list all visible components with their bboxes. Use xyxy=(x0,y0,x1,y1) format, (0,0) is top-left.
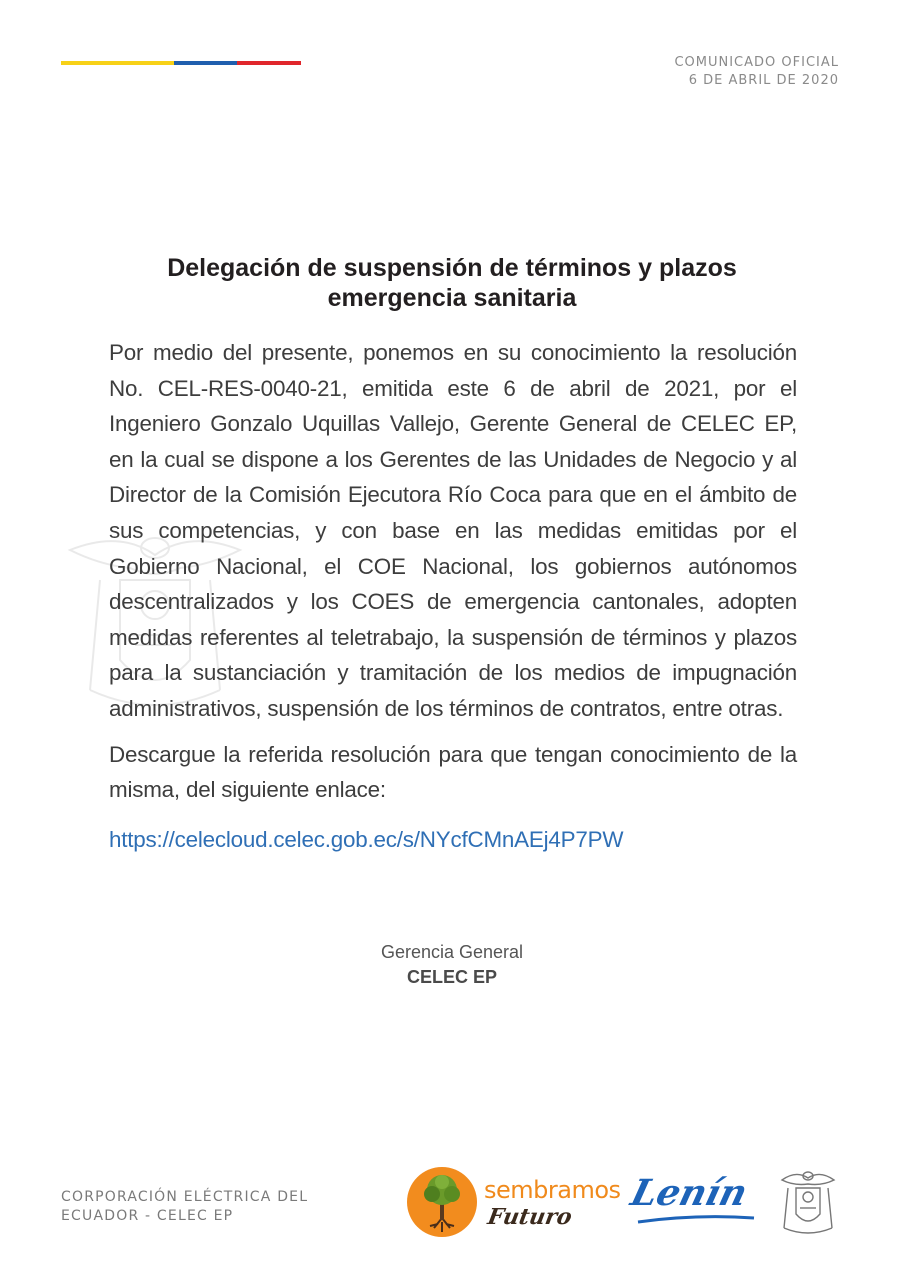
body-paragraph-2: Descargue la referida resolución para que tengan conocimiento de la misma, del siguiente enlace: xyxy=(109,741,797,803)
flag-stripe xyxy=(61,61,301,65)
signature-block xyxy=(300,940,604,990)
title-line-1: Delegación de suspensión de términos y plazos xyxy=(167,254,737,282)
footer-org-line-2: ECUADOR - CELEC EP xyxy=(61,1208,234,1224)
resolution-download-link[interactable]: https://celecloud.celec.gob.ec/s/NYcfCMnAEj4P7PW xyxy=(109,826,624,852)
title-line-2: emergencia sanitaria xyxy=(327,284,577,312)
body-text xyxy=(109,335,797,867)
lenin-logo xyxy=(626,1172,756,1232)
lenin-underline-swoosh-icon xyxy=(636,1212,756,1226)
flag-stripe-red xyxy=(237,61,301,65)
ecuador-coat-of-arms-icon xyxy=(776,1166,840,1238)
body-paragraph-1: Por medio del presente, ponemos en su conocimiento la resolución No. CEL-RES-0040-21, emitida este 6 de abril de 2021, por el Ingeniero Gonzalo Uquillas Vallejo, Gerente General de CELEC EP, en la cual se dispone a los Gerentes de las Unidades de Negocio y al Director de la Comisión Ejecutora Río Coca para que en el ámbito de sus competencias, y con base en las medidas emitidas por el Gobierno Nacional, el COE Nacional, los gobiernos autónomos descentralizados y los COES de emergencia cantonales, adopten medidas referentes al teletrabajo, la suspensión de términos y plazos para la sustanciación y tramitación de los medios de impugnación administrativos, suspensión de los términos de contratos, entre otras. xyxy=(109,340,797,721)
doc-type-label: COMUNICADO OFICIAL xyxy=(674,55,839,70)
footer-org-name xyxy=(61,1188,308,1226)
header-meta xyxy=(674,54,839,90)
page-title xyxy=(60,253,844,313)
lenin-word: Lenín xyxy=(626,1172,752,1214)
futuro-word: Futuro xyxy=(485,1204,574,1230)
footer-org-line-1: CORPORACIÓN ELÉCTRICA DEL xyxy=(61,1189,309,1205)
flag-stripe-blue xyxy=(174,61,237,65)
signature-org: CELEC EP xyxy=(406,967,498,987)
tree-roots-icon xyxy=(406,1166,478,1238)
link-paragraph xyxy=(109,822,797,858)
flag-stripe-yellow xyxy=(61,61,174,65)
sembramos-futuro-logo xyxy=(406,1166,621,1238)
signature-role: Gerencia General xyxy=(380,942,524,962)
sembramos-word: sembramos xyxy=(484,1176,621,1204)
doc-date: 6 DE ABRIL DE 2020 xyxy=(688,73,839,88)
